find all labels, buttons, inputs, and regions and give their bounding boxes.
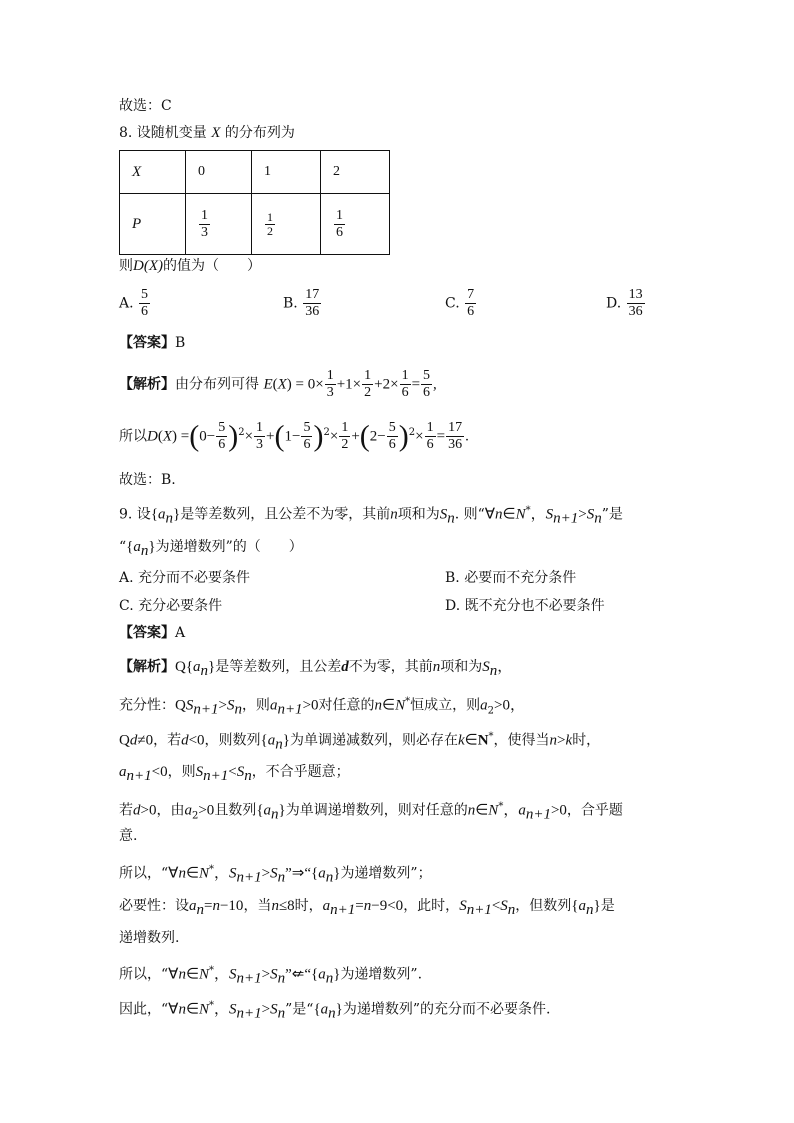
prob-fraction bbox=[199, 208, 210, 241]
q9-solution-line-7: 所以，“∀n∈N*，$S_{n+1}>S_n”\Rightarrow“\{a_n\}$为递增数列”； bbox=[119, 864, 432, 886]
q9-solution-line-9 bbox=[119, 928, 179, 948]
solution-text: 递增数列. bbox=[119, 930, 180, 946]
table-cell bbox=[120, 194, 186, 255]
solution-text: 因此，“ bbox=[119, 1001, 169, 1018]
q9-solution-line-11: 因此，“∀n∈N*，$S_{n+1}>S_n$”是“$\{a_n\}$为递增数列”的充分而不必要条件. bbox=[119, 1000, 551, 1022]
option-fraction bbox=[465, 287, 476, 320]
q8-option-d bbox=[606, 287, 646, 320]
answer-value: B bbox=[175, 335, 186, 351]
q8-ask-expr: D(X) bbox=[133, 258, 163, 274]
option-fraction bbox=[303, 287, 321, 320]
q8-sol2-text: 所以 bbox=[119, 428, 147, 445]
q8-stem-pre: 8. 设随机变量 bbox=[119, 125, 207, 141]
option-letter: C. bbox=[445, 295, 460, 312]
solution-text: 为递增数列”. bbox=[340, 966, 423, 983]
q9-option-d bbox=[445, 596, 605, 616]
q9-stem-text: 为递增数列”的（ ） bbox=[155, 539, 303, 555]
solution-text: ，则 bbox=[241, 697, 270, 714]
frac-den: 2 bbox=[267, 223, 273, 238]
solution-text: ，合乎题 bbox=[566, 802, 623, 819]
frac-num: 7 bbox=[467, 287, 475, 302]
analysis-label: 【解析】 bbox=[119, 659, 175, 675]
solution-text: ，当 bbox=[243, 898, 272, 914]
table-cell bbox=[321, 194, 390, 255]
solution-text: 时， bbox=[572, 732, 601, 749]
table-cell bbox=[186, 151, 252, 194]
table-cell bbox=[321, 151, 390, 194]
q9-solution-line-10: 所以，“∀n∈N*，$S_{n+1}>S_n”⇍“\{a_n\}$为递增数列”. bbox=[119, 965, 423, 987]
option-letter: B. bbox=[445, 570, 460, 586]
q9-stem-text: 是等差数列，且公差不为零，其前 bbox=[180, 506, 391, 523]
q8-question bbox=[119, 256, 261, 276]
solution-text: 为单调递增数列，则对任意的 bbox=[285, 802, 468, 819]
table-row bbox=[120, 194, 390, 255]
q8-solution-line-2: 所以D(X) =(0− $\frac{5}{6}$ )$^2$× $\frac{1}{3}$ +(1− $\frac{5}{6}$ )$^2$× $\frac{1}{2}$ +(2− $\frac{5}{6}$ )$^2$× $\frac{1}{6}$ = $\frac{17}{36}$ . bbox=[119, 419, 469, 453]
q8-stem bbox=[119, 123, 295, 143]
q9-solution-line-2: 充分性：$QS_{n+1}>S_n$，则$a_{n+1}>0$对任意的n∈N*恒成立，则$a_2>0$， bbox=[119, 696, 525, 718]
solution-text: 所以，“ bbox=[119, 966, 169, 983]
solution-text: 意. bbox=[119, 828, 138, 844]
solution-text: ，但数列 bbox=[515, 898, 572, 914]
answer-value: A bbox=[175, 625, 186, 641]
option-letter: D. bbox=[606, 295, 622, 312]
table-row bbox=[120, 151, 390, 194]
row-label-p: P bbox=[132, 215, 142, 232]
q9-option-b bbox=[445, 568, 576, 588]
option-text: 充分而不必要条件 bbox=[138, 570, 251, 586]
q8-choice bbox=[119, 470, 176, 490]
q8-option-c bbox=[445, 287, 477, 320]
solution-text: ，由 bbox=[156, 802, 185, 819]
solution-text: 不为零，其前 bbox=[348, 659, 433, 675]
q8-stem-post: 的分布列为 bbox=[224, 125, 295, 141]
table-cell bbox=[252, 151, 321, 194]
q9-stem-text: . 则“ bbox=[454, 506, 485, 523]
option-fraction bbox=[139, 287, 150, 320]
q9-solution-line-8: 必要性：设$a_n=n-10$，当n≤8时，$a_{n+1}=n-9<0$，此时，$S_{n+1}<S_n$，但数列$\{a_n\}$是 bbox=[119, 898, 615, 918]
q8-variable: X bbox=[211, 125, 221, 141]
solution-text: 且数列 bbox=[214, 802, 257, 819]
prev-answer-line bbox=[119, 96, 172, 116]
solution-text: 对任意的 bbox=[318, 697, 375, 714]
q8-solution-line-1: 【解析】由分布列可得 E(X) = 0× $\frac{1}{3}$ +1× $\frac{1}{2}$ +2× $\frac{1}{6}$ = $\frac{5}{6}$ , bbox=[119, 368, 437, 400]
q8-ask-post: 的值为（ ） bbox=[163, 258, 261, 274]
solution-text: ，此时， bbox=[403, 898, 460, 914]
q8-ask-pre: 则 bbox=[119, 258, 133, 274]
q8-sol1-text: 由分布列可得 bbox=[175, 376, 259, 393]
q9-option-c bbox=[119, 596, 222, 616]
q8-option-a bbox=[119, 287, 151, 320]
option-text: 充分必要条件 bbox=[138, 598, 223, 614]
q9-solution-line-5: 若d>0，由$a_2>0$且数列$\{a_n\}$为单调递增数列，则对任意的n∈N*，$a_{n+1}>0$，合乎题 bbox=[119, 801, 623, 823]
q9-stem-text: ”是 bbox=[601, 506, 623, 523]
q8-answer bbox=[119, 333, 185, 353]
frac-num: 1 bbox=[336, 207, 343, 223]
solution-text: ”是“ bbox=[285, 1001, 314, 1018]
answer-label: 【答案】 bbox=[119, 625, 175, 641]
solution-text: 为递增数列”； bbox=[340, 865, 432, 882]
q9-solution-line-3: Qd≠0，若d<0，则数列$\{a_n\}$为单调递减数列，则必存在k∈N*，使得当n>k时， bbox=[119, 731, 601, 753]
frac-num: 5 bbox=[141, 287, 149, 302]
frac-num: 1 bbox=[267, 209, 273, 224]
solution-text: ，则 bbox=[167, 764, 196, 780]
frac-den: 36 bbox=[305, 304, 320, 319]
frac-num: 1 bbox=[201, 207, 208, 223]
solution-text: ，不合乎题意； bbox=[251, 764, 350, 780]
frac-den: 3 bbox=[201, 224, 208, 240]
prev-choice-text: 故选：C bbox=[119, 98, 172, 114]
header-x: X bbox=[132, 163, 142, 180]
solution-text: 若 bbox=[119, 802, 133, 819]
prob-fraction bbox=[265, 211, 275, 238]
q8-option-b bbox=[283, 287, 322, 320]
solution-text: 充分性： bbox=[119, 697, 175, 714]
distribution-table bbox=[119, 150, 390, 255]
header-value: 2 bbox=[333, 164, 340, 179]
prob-fraction bbox=[334, 208, 345, 241]
solution-text: 为单调递减数列，则必存在 bbox=[289, 732, 458, 749]
option-letter: C. bbox=[119, 598, 134, 614]
option-letter: D. bbox=[445, 598, 461, 614]
analysis-label: 【解析】 bbox=[119, 376, 175, 393]
q9-solution-line-6 bbox=[119, 826, 137, 846]
q9-answer bbox=[119, 623, 185, 643]
table-cell bbox=[186, 194, 252, 255]
solution-text: 为递增数列”的充分而不必要条件. bbox=[342, 1001, 551, 1018]
solution-text: ，则数列 bbox=[204, 732, 261, 749]
solution-text: 所以，“ bbox=[119, 865, 169, 882]
solution-text: ，若 bbox=[153, 732, 182, 749]
solution-text: ，使得当 bbox=[493, 732, 550, 749]
solution-text: 必要性：设 bbox=[119, 898, 189, 914]
option-text: 必要而不充分条件 bbox=[464, 570, 577, 586]
table-cell bbox=[120, 151, 186, 194]
header-value: 0 bbox=[198, 164, 205, 179]
q9-solution-line-4: $a_{n+1}<0$，则$S_{n+1}<S_n$，不合乎题意； bbox=[119, 764, 350, 784]
answer-label: 【答案】 bbox=[119, 335, 175, 351]
q9-stem-text: 项和为 bbox=[397, 506, 440, 523]
q9-option-a bbox=[119, 568, 250, 588]
solution-text: 时， bbox=[294, 898, 323, 914]
option-fraction bbox=[627, 287, 645, 320]
option-text: 既不充分也不必要条件 bbox=[464, 598, 605, 614]
header-value: 1 bbox=[264, 164, 271, 179]
q9-solution-line-1: 【解析】$Q\{a_n\}$是等差数列，且公差d不为零，其前n项和为$S_n$， bbox=[119, 659, 513, 679]
table-cell bbox=[252, 194, 321, 255]
frac-den: 6 bbox=[336, 224, 343, 240]
frac-den: 6 bbox=[141, 304, 149, 319]
q8-choice-text: 故选：B. bbox=[119, 472, 176, 488]
solution-text: 是 bbox=[600, 898, 615, 914]
frac-den: 36 bbox=[628, 304, 643, 319]
solution-text: 是等差数列，且公差 bbox=[215, 659, 342, 675]
frac-den: 6 bbox=[467, 304, 475, 319]
option-letter: A. bbox=[119, 570, 134, 586]
option-letter: B. bbox=[283, 295, 298, 312]
solution-text: 项和为 bbox=[440, 659, 483, 675]
q9-stem-text: 9. 设 bbox=[119, 506, 151, 523]
frac-num: 17 bbox=[305, 287, 320, 302]
frac-num: 13 bbox=[628, 287, 643, 302]
q9-stem-line-2: “$\{a_n\}$为递增数列”的（ ） bbox=[119, 539, 303, 559]
option-letter: A. bbox=[119, 295, 134, 312]
q9-stem-line-1: 9. 设$\{a_n\}$是等差数列，且公差不为零，其前n项和为$S_n$. 则“∀n∈N*，$S_{n+1}>S_n$”是 bbox=[119, 505, 623, 527]
solution-text: 恒成立，则 bbox=[410, 697, 481, 714]
